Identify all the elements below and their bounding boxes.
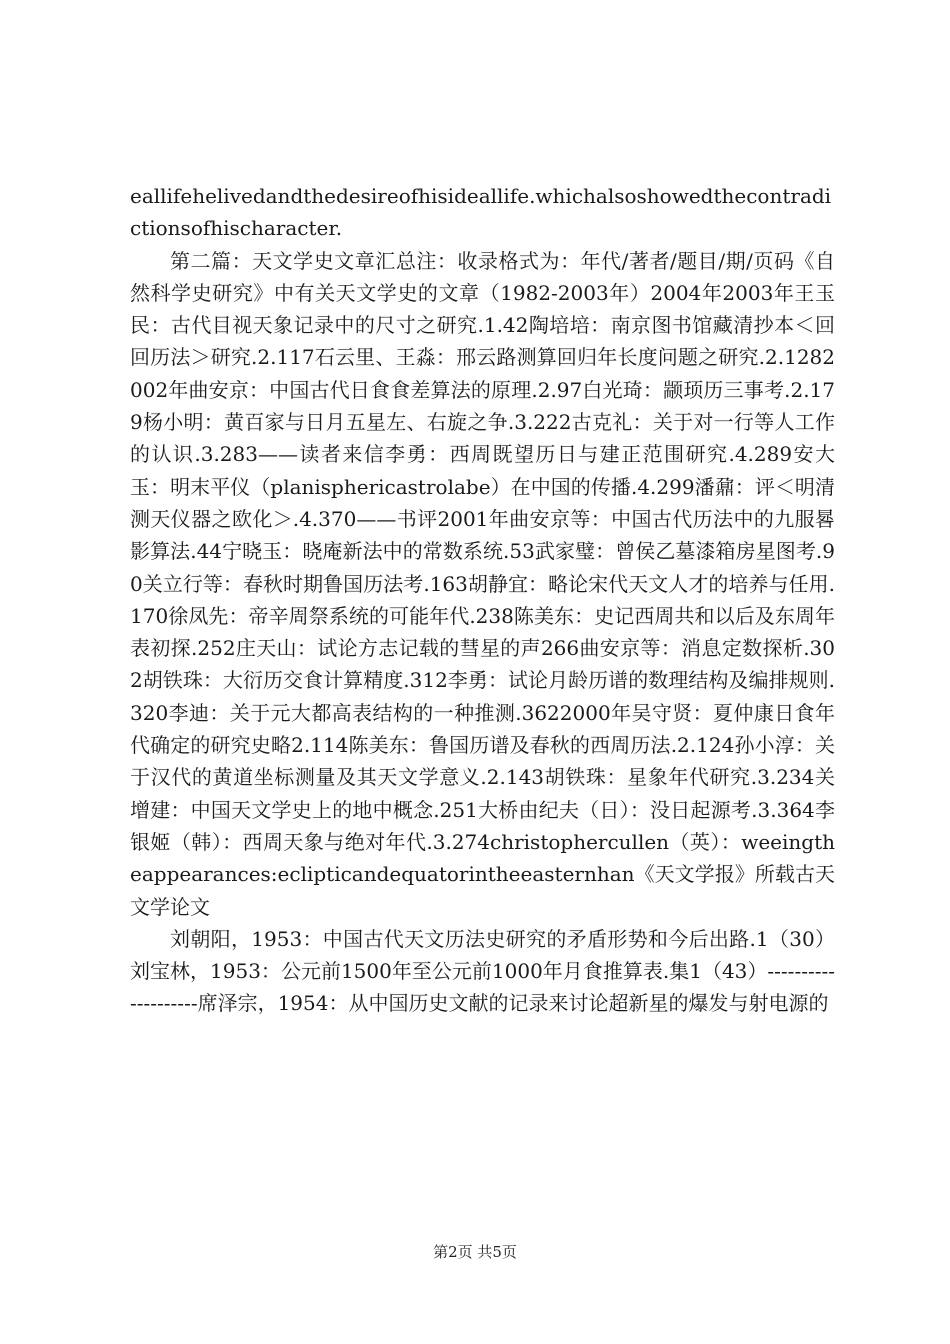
paragraph-2: 第二篇：天文学史文章汇总注：收录格式为：年代/著者/题目/期/页码《自然科学史研究》中有关天文学史的文章（1982-2003年）2004年2003年王玉民：古代目视天象记录中的尺寸之研究.1.42陶培培：南京图书馆藏清抄本＜回回历法＞研究.2.117石云里、王淼：邢云路测算回归年长度问题之研究.2.1282002年曲安京：中国古代日食食差算法的原理.2.97白光琦：颛顼历三事考.2.179杨小明：黄百家与日月五星左、右旋之争.3.222古克礼：关于对一行等人工作的认识.3.283——读者来信李勇：西周既望历日与建正范围研究.4.289安大玉：明末平仪（planisphericastrolabe）在中国的传播.4.299潘鼐：评＜明清测天仪器之欧化＞.4.370——书评2001年曲安京等：中国古代历法中的九服晷影算法.44宁晓玉：晓庵新法中的常数系统.53武家璧：曾侯乙墓漆箱房星图考.90关立行等：春秋时期鲁国历法考.163胡静宜：略论宋代天文人才的培养与任用.170徐凤先：帝辛周祭系统的可能年代.238陈美东：史记西周共和以后及东周年表初探.252庄天山：试论方志记载的彗星的声266曲安京等：消息定数探析.302胡铁珠：大衍历交食计算精度.312李勇：试论月龄历谱的数理结构及编排规则.320李迪：关于元大都高表结构的一种推测.3622000年吴守贤：夏仲康日食年代确定的研究史略2.114陈美东：鲁国历谱及春秋的西周历法.2.124孙小淳：关于汉代的黄道坐标测量及其天文学意义.2.143胡铁珠：星象年代研究.3.234关增建：中国天文学史上的地中概念.251大桥由纪夫（日）：没日起源考.3.364李银姬（韩）：西周天象与绝对年代.3.274christophercullen（英）：weeingtheappearances:eclipticandequatorintheeasternhan《天文学报》所载古天文学论文 [130,248,835,919]
paragraph-1: eallifehelivedandthedesireofhisideallife.whichalsoshowedthecontradictionsofhischaracter. [130,184,832,241]
body-text [130,180,835,1020]
page-footer: 第2页 共5页 [433,1243,517,1261]
paragraph-3: 刘朝阳，1953：中国古代天文历法史研究的矛盾形势和今后出路.1（30）刘宝林，1953：公元前1500年至公元前1000年月食推算表.集1（43）--------------------席泽宗，1954：从中国历史文献的记录来讨论超新星的爆发与射电源的 [130,926,835,1016]
